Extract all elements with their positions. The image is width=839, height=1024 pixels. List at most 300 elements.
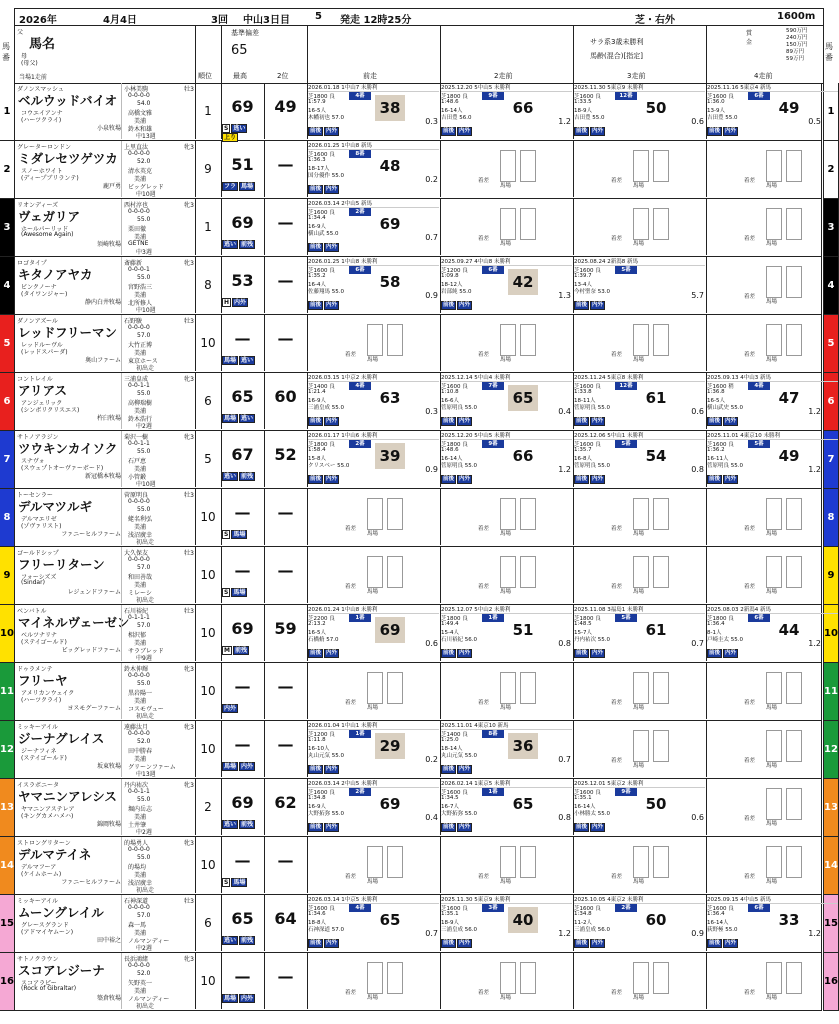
style-tag: 前残 xyxy=(241,473,254,480)
past-race-jockey: 丸山元気 55.0 xyxy=(441,753,477,759)
margin-label: 着差 xyxy=(611,178,623,184)
past-race-gate: 4番 xyxy=(349,382,371,390)
empty-box xyxy=(633,962,649,994)
past-race-field: 15-7人 xyxy=(574,630,592,636)
horse-number-right: 10 xyxy=(823,605,839,663)
empty-box xyxy=(766,788,782,820)
past-race-field: 18-8人 xyxy=(308,920,326,926)
empty-box xyxy=(766,556,782,588)
past-race-margin: 0.3 xyxy=(425,117,438,126)
no-race-cell xyxy=(706,837,823,893)
owner-name: ミレーシ xyxy=(128,590,152,597)
past-race-index: 36 xyxy=(508,733,538,759)
margin-label: 着差 xyxy=(744,990,756,996)
past-race-gate: 1番 xyxy=(482,614,504,622)
past-race-gate: 8番 xyxy=(482,730,504,738)
tag-inout: 内外 xyxy=(326,766,338,772)
past-race-jockey: 石神深道 57.0 xyxy=(308,927,344,933)
past-race-index: 50 xyxy=(645,795,667,813)
stable-region: 美浦 xyxy=(134,698,147,705)
past-race-gate: 4番 xyxy=(349,904,371,912)
trainer-name: 高柳瑞樹 xyxy=(128,400,153,407)
horse-breeder: 小泉牧場 xyxy=(96,125,121,132)
horse-sex-age: 牡3 xyxy=(184,86,194,93)
owner-name: 浅沼廣幸 xyxy=(128,532,153,539)
past-race-margin: 0.7 xyxy=(691,639,704,648)
second-score-cell xyxy=(264,83,308,139)
carried-weight: 55.0 xyxy=(137,448,151,455)
no-race-cell xyxy=(706,547,823,603)
carried-weight: 57.0 xyxy=(137,912,151,919)
owner-name: グリーンファーム xyxy=(128,764,176,771)
horse-dam: スノーホワイト xyxy=(21,168,63,175)
track-label: 馬場 xyxy=(766,241,778,247)
past-race-field: 16-14人 xyxy=(441,456,463,462)
best-score-cell xyxy=(221,199,265,255)
no-race-cell xyxy=(307,489,441,545)
horse-record: 0-0-0-0 xyxy=(128,498,150,505)
margin-label: 着差 xyxy=(611,700,623,706)
horse-name: ムーングレイル xyxy=(18,905,104,920)
past-race xyxy=(307,141,441,197)
horse-rank: 8 xyxy=(195,257,222,313)
track-surface: 芝・右外 xyxy=(635,15,675,26)
second-score: — xyxy=(277,851,294,870)
past-race-margin: 0.4 xyxy=(558,407,571,416)
horse-number-left: 6 xyxy=(0,373,15,431)
past-race-tags xyxy=(574,127,606,136)
past-race-course: 芝1400 良 xyxy=(308,384,335,390)
carried-weight: 55.0 xyxy=(137,506,151,513)
empty-box xyxy=(633,324,649,356)
no-race-cell xyxy=(706,721,823,777)
past-race-index: 58 xyxy=(379,273,401,291)
style-tag: 馬場 xyxy=(233,589,246,596)
horse-rank: 1 xyxy=(195,199,222,255)
horse-dam: アンジェリック xyxy=(21,400,63,407)
horse-damsire: (Awesome Again) xyxy=(21,231,74,238)
past-race xyxy=(440,373,574,429)
past-race-index: 49 xyxy=(778,447,800,465)
horse-number-right: 7 xyxy=(823,431,839,489)
horse-number-right: 2 xyxy=(823,141,839,199)
horse-info xyxy=(15,837,196,893)
past-race-time: 1:34.8 xyxy=(308,795,326,801)
race-interval: 中2週 xyxy=(136,829,152,836)
empty-box xyxy=(520,846,536,878)
horse-meta xyxy=(121,489,196,545)
past-race-course: 芝1800 良 xyxy=(441,94,468,100)
horse-dam: レッドルーヴル xyxy=(21,342,63,349)
header-r3-label: 3走前 xyxy=(627,72,646,80)
tag-inout: 内外 xyxy=(725,418,737,424)
stable-region: 美浦 xyxy=(134,640,147,647)
margin-label: 着差 xyxy=(478,178,490,184)
track-label: 馬場 xyxy=(766,299,778,305)
horse-sire: ロゴタイプ xyxy=(17,260,47,267)
horse-name: フリーヤ xyxy=(18,673,68,688)
tag-front: 前後 xyxy=(576,418,588,424)
past-race-margin: 0.3 xyxy=(425,407,438,416)
horse-row xyxy=(3,257,835,315)
horse-number-left: 7 xyxy=(0,431,15,489)
tag-inout: 内外 xyxy=(326,244,338,250)
past-race-field: 15-4人 xyxy=(441,630,459,636)
second-score: 64 xyxy=(274,909,297,928)
tag-front: 前後 xyxy=(709,128,721,134)
past-race-margin: 0.6 xyxy=(691,117,704,126)
tag-inout: 内外 xyxy=(459,940,471,946)
horse-name: フリーリターン xyxy=(18,557,105,572)
style-tag: 前残 xyxy=(241,821,254,828)
margin-label: 着差 xyxy=(611,584,623,590)
no-race-cell xyxy=(440,663,574,719)
past-race-tags xyxy=(308,417,340,426)
past-race-gate: 2番 xyxy=(349,440,371,448)
tag-inout: 内外 xyxy=(459,476,471,482)
trainer-name: 高橋文雅 xyxy=(128,110,153,117)
horse-sire: ミッキーアイル xyxy=(17,898,59,905)
prize-4: 89万円 xyxy=(786,49,804,55)
no-race-cell xyxy=(307,663,441,719)
past-race-field: 11-2人 xyxy=(574,920,592,926)
track-label: 馬場 xyxy=(367,357,379,363)
past-race-field: 16-14人 xyxy=(574,804,596,810)
horse-dam: ビンクノーナ xyxy=(21,284,57,291)
second-score-cell xyxy=(264,721,308,777)
header-r1-label: 前走 xyxy=(363,72,377,80)
past-race-field: 16-9人 xyxy=(308,804,326,810)
empty-box xyxy=(367,962,383,994)
horse-damsire: (タイワンジャー) xyxy=(21,291,68,298)
style-tag: M xyxy=(224,647,230,654)
past-race-index: 29 xyxy=(375,733,405,759)
horse-rank: 10 xyxy=(195,605,222,661)
past-race-gate: 5番 xyxy=(748,440,770,448)
prize-3: 150万円 xyxy=(786,42,808,48)
past-race-course: 芝1600 良 xyxy=(441,790,468,796)
horse-rank: 5 xyxy=(195,431,222,487)
tag-inout: 内外 xyxy=(459,128,471,134)
horse-row xyxy=(3,547,835,605)
style-tags xyxy=(222,820,256,829)
owner-name: ノルマンディー xyxy=(128,996,170,1003)
owner-name: 鈴木浩行 xyxy=(128,416,153,423)
past-race xyxy=(573,431,707,487)
prize-5: 59万円 xyxy=(786,56,804,62)
no-race-cell xyxy=(307,953,441,1009)
style-tag: H xyxy=(224,299,230,306)
past-race-time: 1:48.5 xyxy=(574,621,592,627)
past-race-header: 2026.03.15 1中京2 未勝利 xyxy=(308,373,439,382)
past-race-field: 16-5人 xyxy=(707,398,725,404)
past-race xyxy=(440,779,574,835)
tag-front: 前後 xyxy=(310,940,322,946)
past-race xyxy=(307,431,441,487)
empty-box xyxy=(786,324,802,356)
race-interval: 中10週 xyxy=(136,481,156,488)
past-race-index: 33 xyxy=(778,911,800,929)
style-tags xyxy=(222,762,256,771)
horse-rank: 10 xyxy=(195,315,222,371)
style-tag: S xyxy=(224,531,229,538)
no-race-cell xyxy=(706,257,823,313)
past-race-header: 2026.01.25 1中山8 未勝利 xyxy=(308,257,439,266)
race-interval: 中13週 xyxy=(136,133,156,140)
header-base-value: 65 xyxy=(231,43,248,58)
horse-sex-age: 牝3 xyxy=(184,724,194,731)
no-race-cell xyxy=(440,547,574,603)
past-race-tags xyxy=(441,765,473,774)
style-tag: 逃い xyxy=(224,241,237,248)
second-score: — xyxy=(277,155,294,174)
past-race-jockey: 三浦皇成 56.0 xyxy=(441,927,477,933)
horse-rank: 10 xyxy=(195,953,222,1009)
second-score-cell xyxy=(264,489,308,545)
race-date: 4月4日 xyxy=(103,15,137,26)
past-race-jockey: 横山武史 55.0 xyxy=(707,405,743,411)
past-race-course: 芝1200 良 xyxy=(441,268,468,274)
style-tags xyxy=(222,646,250,655)
past-race-course: 芝1600 良 xyxy=(308,906,335,912)
horse-sire: サトノクラウン xyxy=(17,956,59,963)
horse-rank: 6 xyxy=(195,373,222,429)
jockey-name: 菅原明良 xyxy=(124,492,149,499)
second-score: — xyxy=(277,561,294,580)
past-race-jockey: 吉田豊 55.0 xyxy=(707,115,738,121)
past-race-gate: 2番 xyxy=(615,904,637,912)
past-race-index xyxy=(641,269,671,295)
horse-info xyxy=(15,373,196,429)
past-race-index: 60 xyxy=(645,911,667,929)
carried-weight: 57.0 xyxy=(137,332,151,339)
tag-inout: 内外 xyxy=(459,302,471,308)
header-score-col xyxy=(221,25,308,83)
tag-front: 前後 xyxy=(310,824,322,830)
past-race-header: 2026.03.14 2中山5 新馬 xyxy=(308,199,439,208)
jockey-name: 大久保友 xyxy=(124,550,149,557)
past-race-tags xyxy=(308,127,340,136)
past-race-time: 1:36.4 xyxy=(707,911,725,917)
horse-number-left: 10 xyxy=(0,605,15,663)
past-race-header: 2026.01.04 1中山1 未勝利 xyxy=(308,721,439,730)
track-label: 馬場 xyxy=(500,241,512,247)
past-race-field: 16-14人 xyxy=(441,108,463,114)
header-rank-label: 順位 xyxy=(198,72,212,80)
horse-meta xyxy=(121,721,196,777)
carried-weight: 54.0 xyxy=(137,100,151,107)
race-year: 2026年 xyxy=(19,15,57,26)
empty-box xyxy=(367,672,383,704)
best-score-cell xyxy=(221,431,265,487)
owner-name: 土井肇 xyxy=(128,822,147,829)
horse-breeder: 築倉牧場 xyxy=(96,995,121,1002)
trainer-name: 大竹正博 xyxy=(128,342,153,349)
horse-damsire: (レッドスパーダ) xyxy=(21,349,68,356)
carried-weight: 55.0 xyxy=(137,274,151,281)
style-tag: 馬場 xyxy=(224,995,237,1002)
margin-label: 着差 xyxy=(345,874,357,880)
tag-inout: 内外 xyxy=(459,418,471,424)
horse-dam: デルマフーア xyxy=(21,864,57,871)
margin-label: 着差 xyxy=(744,758,756,764)
no-race-cell xyxy=(573,315,707,371)
horse-name: ツウキンカイソク xyxy=(18,441,118,456)
second-score: — xyxy=(277,329,294,348)
past-race xyxy=(706,431,823,487)
past-race-margin: 0.4 xyxy=(425,813,438,822)
header-num-label-left: 馬番 xyxy=(2,42,10,62)
track-label: 馬場 xyxy=(500,879,512,885)
past-race-index: 42 xyxy=(508,269,538,295)
past-race-gate: 1番 xyxy=(349,614,371,622)
horse-number-left: 2 xyxy=(0,141,15,199)
horse-rank: 9 xyxy=(195,141,222,197)
horse-record: 0-0-0-0 xyxy=(128,672,150,679)
past-race-tags xyxy=(441,301,473,310)
no-race-cell xyxy=(573,721,707,777)
horse-damsire: (アドマイヤムーン) xyxy=(21,929,74,936)
horse-sex-age: 牝3 xyxy=(184,144,194,151)
past-race-tags xyxy=(308,185,340,194)
past-race-gate: 5番 xyxy=(615,440,637,448)
no-race-cell xyxy=(440,489,574,545)
empty-box xyxy=(500,672,516,704)
carried-weight: 55.0 xyxy=(137,680,151,687)
jockey-name: 上里直汰 xyxy=(124,144,149,151)
past-race-index: 65 xyxy=(512,795,534,813)
horse-number-right: 12 xyxy=(823,721,839,779)
jockey-name: 的場勇人 xyxy=(124,840,149,847)
horse-rank: 10 xyxy=(195,721,222,777)
second-score: 62 xyxy=(274,793,297,812)
empty-box xyxy=(387,556,403,588)
horse-breeder: ファニーヒルファーム xyxy=(61,531,121,538)
no-race-cell xyxy=(706,315,823,371)
best-score: — xyxy=(234,503,251,522)
past-race-index: 38 xyxy=(375,95,405,121)
past-race-jockey: 国分優作 55.0 xyxy=(308,173,344,179)
prize-1: 590万円 xyxy=(786,28,808,34)
empty-box xyxy=(387,962,403,994)
horse-dam: コウエイアンナ xyxy=(21,110,63,117)
no-race-cell xyxy=(706,199,823,255)
horse-name: アリアス xyxy=(18,383,68,398)
horse-sire: リオンディーズ xyxy=(17,202,59,209)
horse-info xyxy=(15,953,196,1009)
horse-record: 0-1-1-1 xyxy=(128,614,150,621)
trainer-name: 石戸恵 xyxy=(128,458,147,465)
best-score-cell xyxy=(221,83,265,139)
style-tag: フラ xyxy=(224,183,237,190)
horse-damsire: (シンボリクリスエス) xyxy=(21,407,80,414)
style-tag: 逃い xyxy=(224,937,237,944)
past-race-header: 2026.03.14 1中京5 未勝利 xyxy=(308,895,439,904)
tag-front: 前後 xyxy=(310,476,322,482)
horse-number-left: 5 xyxy=(0,315,15,373)
past-race-time: 1:34.6 xyxy=(308,911,326,917)
horse-breeder: 奥山ファーム xyxy=(85,357,121,364)
race-interval: 初出走 xyxy=(136,539,155,546)
empty-box xyxy=(786,672,802,704)
past-race-gate: 4番 xyxy=(748,382,770,390)
no-race-cell xyxy=(573,663,707,719)
tag-front: 前後 xyxy=(443,824,455,830)
margin-label: 着差 xyxy=(744,874,756,880)
past-race xyxy=(307,605,441,661)
best-score-cell xyxy=(221,315,265,371)
horse-dam: ジーナフィネ xyxy=(21,748,57,755)
carried-weight: 52.0 xyxy=(137,738,151,745)
horse-name: デルマテイネ xyxy=(18,847,92,862)
past-race xyxy=(706,605,823,661)
horse-record: 0-0-1-1 xyxy=(128,440,150,447)
empty-box xyxy=(520,208,536,240)
past-race-field: 16-5人 xyxy=(308,630,326,636)
past-race-jockey: 三浦皇成 55.0 xyxy=(308,405,344,411)
style-tag: S xyxy=(224,879,229,886)
past-race-index: 48 xyxy=(379,157,401,175)
horse-name: ミダレセツゲツカ xyxy=(18,151,118,166)
best-score: — xyxy=(234,851,251,870)
past-race-tags xyxy=(707,939,739,948)
horse-sex-age: 牝3 xyxy=(184,202,194,209)
past-race-course: 芝1400 良 xyxy=(441,732,468,738)
owner-name: 東京ホース xyxy=(128,358,158,365)
second-score-cell xyxy=(264,547,308,603)
tag-inout: 内外 xyxy=(725,650,737,656)
past-race xyxy=(307,895,441,951)
past-race-margin: 0.6 xyxy=(425,639,438,648)
trainer-name: 矢野英一 xyxy=(128,980,153,987)
track-label: 馬場 xyxy=(500,357,512,363)
track-label: 馬場 xyxy=(633,879,645,885)
horse-info xyxy=(15,431,196,487)
past-race-time: 1:33.5 xyxy=(574,99,592,105)
style-tag: 前残 xyxy=(241,241,254,248)
past-race-margin: 1.2 xyxy=(808,407,821,416)
empty-box xyxy=(653,324,669,356)
horse-record: 0-0-0-0 xyxy=(128,556,150,563)
race-interval: 中3週 xyxy=(136,249,152,256)
margin-label: 着差 xyxy=(478,236,490,242)
past-race-jockey: 菅原明良 55.0 xyxy=(441,405,477,411)
stable-region: 美浦 xyxy=(134,292,147,299)
past-race xyxy=(573,257,707,313)
past-race-time: 1:34.5 xyxy=(441,795,459,801)
tag-inout: 内外 xyxy=(326,302,338,308)
race-interval: 中2週 xyxy=(136,423,152,430)
carried-weight: 55.0 xyxy=(137,390,151,397)
horse-info xyxy=(15,895,196,951)
past-race xyxy=(440,257,574,313)
past-race-margin: 5.7 xyxy=(691,291,704,300)
horse-record: 0-0-0-0 xyxy=(128,324,150,331)
race-round: 3回 xyxy=(211,15,228,26)
horse-number-left: 16 xyxy=(0,953,15,1011)
horse-breeder: 錦岡牧場 xyxy=(96,821,121,828)
past-race-index: 44 xyxy=(778,621,800,639)
past-race-jockey: 吉田豊 55.0 xyxy=(574,115,605,121)
best-score-cell xyxy=(221,547,265,603)
margin-label: 着差 xyxy=(345,990,357,996)
past-race-course: 芝1600 良 xyxy=(308,152,335,158)
past-race-margin: 0.2 xyxy=(425,175,438,184)
owner-name: 鈴木和雄 xyxy=(128,126,153,133)
past-race-tags xyxy=(308,475,340,484)
best-score: — xyxy=(234,329,251,348)
carried-weight: 55.0 xyxy=(137,796,151,803)
